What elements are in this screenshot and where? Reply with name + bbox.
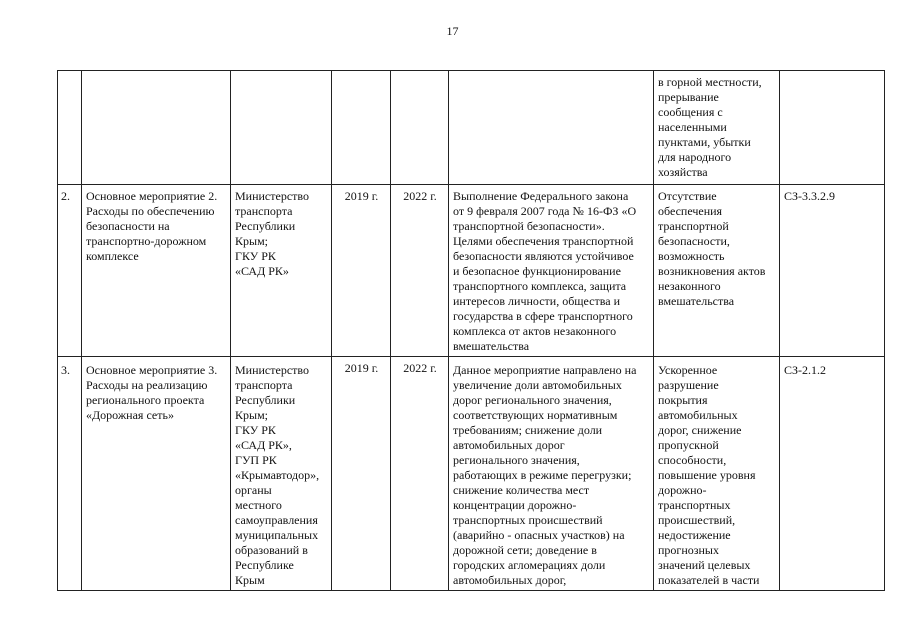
- row-number-cell: 2.: [58, 185, 82, 357]
- end-year-cell: 2022 г.: [391, 185, 449, 357]
- table-row: [58, 71, 885, 185]
- indicator-link-cell: [780, 71, 885, 185]
- measures-table: [57, 70, 885, 591]
- row-number-cell: 3.: [58, 357, 82, 591]
- start-year-cell: 2019 г.: [332, 357, 391, 591]
- measure-name-cell: Основное мероприятие 2. Расходы по обеспечению безопасности на транспортно-дорожном комплексе: [82, 185, 231, 357]
- measure-name-cell: Основное мероприятие 3. Расходы на реализацию регионального проекта «Дорожная сеть»: [82, 357, 231, 591]
- expected-result-cell: Данное мероприятие направлено на увеличение доли автомобильных дорог регионального значения, соответствующих нормативным требованиям; снижение доли автомобильных дорог регионального значения, работающих в режиме перегрузки; снижение количества мест концентрации дорожно- транспортных происшествий (аварийно - опасных участков) на дорожной сети; доведение в городских агломерациях доли автомобильных дорог,: [449, 357, 654, 591]
- end-year-cell: 2022 г.: [391, 357, 449, 591]
- end-year-cell: [391, 71, 449, 185]
- consequences-cell: Ускоренное разрушение покрытия автомобильных дорог, снижение пропускной способности, повышение уровня дорожно- транспортных происшествий, недостижение прогнозных значений целевых показателей в части: [654, 357, 780, 591]
- expected-result-cell: Выполнение Федерального закона от 9 февраля 2007 года № 16-ФЗ «О транспортной безопасности». Целями обеспечения транспортной безопасности являются устойчивое и безопасное функционирование транспортного комплекса, защита интересов личности, общества и государства в сфере транспортного комплекса от актов незаконного вмешательства: [449, 185, 654, 357]
- executor-cell: Министерство транспорта Республики Крым; ГКУ РК «САД РК»: [231, 185, 332, 357]
- table-row: [58, 357, 885, 591]
- executor-cell: Министерство транспорта Республики Крым; ГКУ РК «САД РК», ГУП РК «Крымавтодор», органы местного самоуправления муниципальных образований в Республике Крым: [231, 357, 332, 591]
- row-number-cell: [58, 71, 82, 185]
- indicator-link-cell: СЗ-2.1.2: [780, 357, 885, 591]
- executor-cell: [231, 71, 332, 185]
- indicator-link-cell: СЗ-3.3.2.9: [780, 185, 885, 357]
- consequences-cell: Отсутствие обеспечения транспортной безопасности, возможность возникновения актов незаконного вмешательства: [654, 185, 780, 357]
- expected-result-cell: [449, 71, 654, 185]
- measure-name-cell: [82, 71, 231, 185]
- start-year-cell: [332, 71, 391, 185]
- page-number: 17: [446, 24, 459, 38]
- consequences-cell: в горной местности, прерывание сообщения с населенными пунктами, убытки для народного хозяйства: [654, 71, 780, 185]
- table-row: [58, 185, 885, 357]
- start-year-cell: 2019 г.: [332, 185, 391, 357]
